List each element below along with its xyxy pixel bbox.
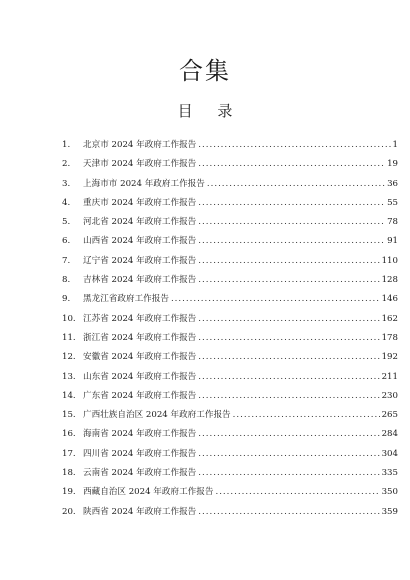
- toc-entry-label: 重庆市 2024 年政府工作报告: [83, 197, 197, 208]
- toc-entry-number: 9.: [62, 294, 71, 305]
- toc-entry-number: 11.: [62, 332, 76, 343]
- toc-entry-number: 8.: [62, 275, 71, 286]
- toc-entry[interactable]: [62, 273, 398, 292]
- toc-entry-page: 1: [392, 140, 398, 150]
- toc-entry-page: 304: [381, 448, 398, 459]
- toc-entry-label: 山西省 2024 年政府工作报告: [83, 236, 197, 247]
- toc-entry-number: 2.: [62, 159, 71, 170]
- toc-dot-leader: [198, 449, 379, 459]
- toc-dot-leader: [198, 468, 379, 478]
- toc-entry-number: 19.: [62, 487, 76, 498]
- toc-entry-page: 359: [381, 506, 398, 517]
- toc-entry[interactable]: [62, 196, 398, 215]
- toc-entry[interactable]: [62, 370, 398, 389]
- toc-entry-number: 7.: [62, 255, 71, 266]
- toc-entry-label: 河北省 2024 年政府工作报告: [83, 217, 197, 228]
- toc-entry-page: 78: [387, 217, 398, 228]
- toc-entry-label: 山东省 2024 年政府工作报告: [83, 371, 197, 382]
- toc-entry-page: 55: [387, 197, 398, 208]
- toc-entry-page: 128: [381, 275, 398, 286]
- toc-entry[interactable]: [62, 312, 398, 331]
- toc-entry-page: 110: [381, 255, 398, 266]
- toc-dot-leader: [198, 217, 385, 227]
- toc-entry-number: 12.: [62, 352, 76, 363]
- toc-entry-number: 10.: [62, 313, 76, 324]
- toc-dot-leader: [198, 256, 379, 266]
- toc-entry-label: 浙江省 2024 年政府工作报告: [83, 332, 197, 343]
- toc-entry-number: 5.: [62, 217, 71, 228]
- toc-entry-label: 天津市 2024 年政府工作报告: [83, 159, 197, 170]
- toc-dot-leader: [198, 140, 390, 150]
- toc-entry[interactable]: [62, 234, 398, 253]
- toc-dot-leader: [198, 198, 385, 208]
- toc-entry[interactable]: [62, 466, 398, 485]
- toc-dot-leader: [198, 275, 379, 285]
- toc-entry-label: 陕西省 2024 年政府工作报告: [83, 506, 197, 517]
- toc-entry[interactable]: [62, 138, 398, 157]
- toc-entry-page: 230: [381, 390, 398, 401]
- toc-entry[interactable]: [62, 427, 398, 446]
- toc-entry-label: 上海市市 2024 年政府工作报告: [83, 178, 205, 189]
- toc-dot-leader: [198, 314, 379, 324]
- toc-entry-label: 黑龙江省政府工作报告: [83, 294, 169, 305]
- toc-entry-page: 211: [381, 371, 398, 382]
- toc-entry-page: 350: [381, 487, 398, 498]
- toc-dot-leader: [198, 429, 379, 439]
- toc-entry[interactable]: [62, 254, 398, 273]
- toc-entry-number: 4.: [62, 197, 71, 208]
- toc-entry-page: 162: [381, 313, 398, 324]
- toc-entry-label: 吉林省 2024 年政府工作报告: [83, 275, 197, 286]
- toc-dot-leader: [171, 294, 380, 304]
- toc-entry-label: 云南省 2024 年政府工作报告: [83, 468, 197, 479]
- document-title: 合集: [179, 57, 231, 85]
- toc-entry-number: 13.: [62, 371, 76, 382]
- toc-entry[interactable]: [62, 157, 398, 176]
- toc-entry-label: 安徽省 2024 年政府工作报告: [83, 352, 197, 363]
- toc-entry[interactable]: [62, 350, 398, 369]
- toc-entry-page: 91: [387, 236, 398, 247]
- toc-entry-page: 335: [381, 468, 398, 479]
- toc-entry-page: 36: [387, 178, 398, 189]
- toc-entry-page: 284: [381, 429, 398, 440]
- toc-entry-label: 广东省 2024 年政府工作报告: [83, 390, 197, 401]
- toc-entry-number: 14.: [62, 390, 76, 401]
- toc-entry[interactable]: [62, 447, 398, 466]
- toc-entry[interactable]: [62, 215, 398, 234]
- toc-entry[interactable]: [62, 485, 398, 504]
- toc-entry-number: 18.: [62, 468, 76, 479]
- toc-entry-label: 西藏自治区 2024 年政府工作报告: [83, 487, 214, 498]
- toc-entry-label: 江苏省 2024 年政府工作报告: [83, 313, 197, 324]
- toc-dot-leader: [198, 391, 379, 401]
- toc-entry-label: 海南省 2024 年政府工作报告: [83, 429, 197, 440]
- toc-dot-leader: [198, 372, 379, 382]
- toc-entry[interactable]: [62, 408, 398, 427]
- toc-heading: 目 录: [177, 102, 243, 120]
- toc-entry[interactable]: [62, 389, 398, 408]
- toc-dot-leader: [215, 487, 379, 497]
- toc-entry-number: 20.: [62, 506, 76, 517]
- toc-entry-page: 265: [381, 410, 398, 421]
- toc-dot-leader: [198, 507, 379, 517]
- toc-entry-page: 146: [381, 294, 398, 305]
- toc-entry-number: 3.: [62, 178, 71, 189]
- toc-dot-leader: [198, 333, 379, 343]
- toc-entry-number: 1.: [62, 140, 71, 150]
- toc-entry[interactable]: [62, 505, 398, 524]
- toc-entry-page: 178: [381, 332, 398, 343]
- toc-dot-leader: [198, 236, 385, 246]
- toc-entry-label: 四川省 2024 年政府工作报告: [83, 448, 197, 459]
- toc-entry-number: 17.: [62, 448, 76, 459]
- toc-entry[interactable]: [62, 331, 398, 350]
- toc-entry-page: 19: [387, 159, 398, 170]
- toc-entry-label: 北京市 2024 年政府工作报告: [83, 140, 197, 150]
- toc-entry-number: 15.: [62, 410, 76, 421]
- table-of-contents: [62, 138, 398, 524]
- toc-entry[interactable]: [62, 292, 398, 311]
- toc-dot-leader: [207, 179, 385, 189]
- toc-entry-number: 16.: [62, 429, 76, 440]
- toc-entry[interactable]: [62, 177, 398, 196]
- toc-entry-label: 广西壮族自治区 2024 年政府工作报告: [83, 410, 231, 421]
- toc-entry-label: 辽宁省 2024 年政府工作报告: [83, 255, 197, 266]
- toc-entry-number: 6.: [62, 236, 71, 247]
- toc-dot-leader: [233, 410, 380, 420]
- toc-entry-page: 192: [381, 352, 398, 363]
- toc-dot-leader: [198, 159, 385, 169]
- toc-dot-leader: [198, 352, 379, 362]
